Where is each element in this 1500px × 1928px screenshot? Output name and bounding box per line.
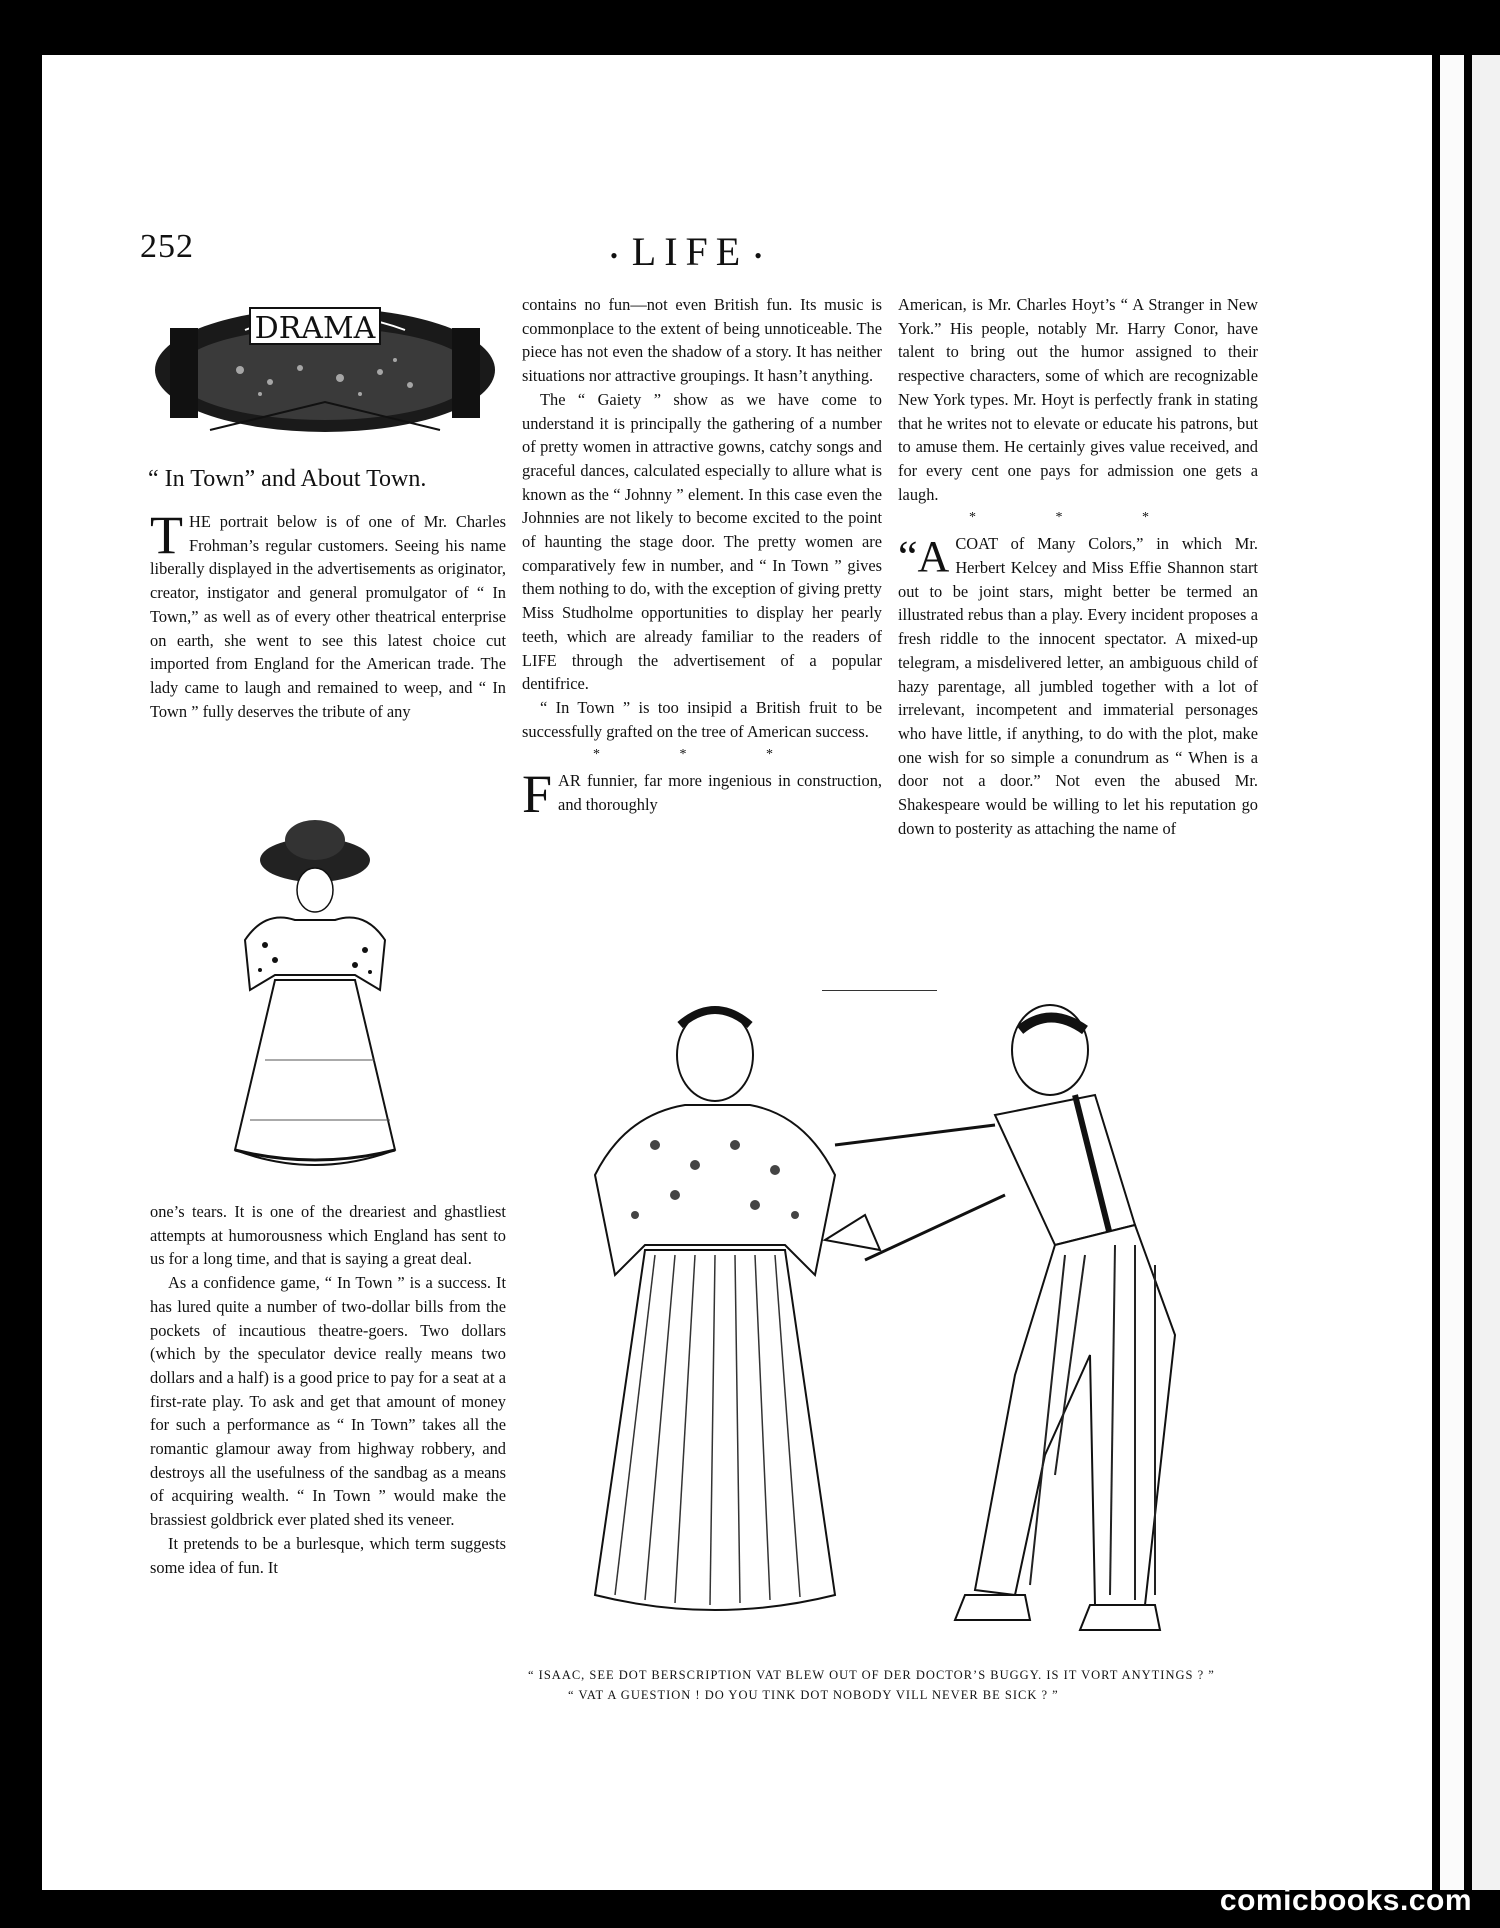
paragraph: As a confidence game, “ In Town ” is a success. It has lured quite a number of two-dollar bills from the pockets of incautious theatre-goers. Two dollars (which by the speculator device really means two dollars and a half) is a good price to pay for a seat at a first-rate play. To ask and get that amount of money for such a performance as “ In Town” takes all the romantic glamour away from highway robbery, and destroys all the usefulness of the sandbag as a means of acquiring wealth. “ In Town ” would make the brassiest goldbrick ever plated shed its veneer. <box>150 1273 506 1530</box>
drop-cap: “A <box>898 532 950 582</box>
drama-banner-label: DRAMA <box>254 311 376 346</box>
drop-cap: T <box>150 505 183 565</box>
column-rule <box>822 990 937 991</box>
paragraph: one’s tears. It is one of the dreariest and ghastliest attempts at humorousness which England has sent to us for a long time, and that is saying a great deal. <box>150 1202 506 1269</box>
section-divider-stars: * * * <box>969 510 1187 526</box>
page-number: 252 <box>140 228 194 265</box>
article-headline: “ In Town” and About Town. <box>148 466 427 492</box>
paragraph: AR funnier, far more ingenious in construction, and thoroughly <box>558 771 882 815</box>
caption-line: “ ISAAC, SEE DOT BERSCRIPTION VAT BLEW OUT OF DER DOCTOR’S BUGGY. IS IT VORT ANYTINGS ? ” <box>528 1668 1215 1682</box>
paragraph: “ In Town ” is too insipid a British fruit to be successfully grafted on the tree of American success. <box>522 697 882 741</box>
watermark: comicbooks.com <box>1219 1884 1472 1917</box>
paragraph: HE portrait below is of one of Mr. Charles Frohman’s regular customers. Seeing his name liberally displayed in the advertisements as originator, creator, instigator and general promulgator of “ In Town,” as well as of every other theatrical enterprise on earth, she went to see this latest choice cut imported from England for the American trade. The lady came to laugh and remained to weep, and “ In Town ” fully deserves the tribute of any <box>150 512 506 721</box>
masthead-title: LIFE <box>631 229 749 274</box>
drama-banner-illustration <box>150 290 500 440</box>
article-column-1-top <box>150 505 506 723</box>
paragraph: COAT of Many Colors,” in which Mr. Herbert Kelcey and Miss Effie Shannon start out to be joint stars, might better be termed an illustrated rebus than a play. Every incident proposes a fresh riddle to the innocent spectator. A mixed-up telegram, a misdelivered letter, an ambiguous child of hazy parentage, all jumbled together with a lot of irrelevant, incompetent and immaterial personages who have little, if anything, to do with the plot, make one wish for so simple a conundrum as “ When is a door not a door.” Not even the abused Mr. Shakespeare would be willing to let his reputation go down to posterity as attaching the name of <box>898 534 1258 838</box>
woman-portrait-illustration <box>205 800 455 1190</box>
paragraph: It pretends to be a burlesque, which term suggests some idea of fun. It <box>150 1533 506 1577</box>
section-divider-stars: * * * <box>593 747 811 763</box>
article-column-1-bottom <box>150 1200 506 1579</box>
cartoon-caption <box>528 1665 1218 1705</box>
caption-line: “ VAT A GUESTION ! DO YOU TINK DOT NOBODY VILL NEVER BE SICK ? ” <box>568 1688 1059 1702</box>
cartoon-illustration <box>535 995 1255 1650</box>
paragraph: contains no fun—not even British fun. Its music is commonplace to the extent of being unnoticeable. The piece has not even the shadow of a story. It has neither situations nor attractive groupings. It hasn’t anything. <box>522 295 882 386</box>
article-column-2 <box>522 293 882 825</box>
adjacent-page-edge <box>1440 55 1464 1890</box>
adjacent-page-edge <box>1472 55 1500 1890</box>
paragraph: The “ Gaiety ” show as we have come to understand it is principally the gathering of a number of pretty women in attractive gowns, catchy songs and graceful dances, calculated especially to allure what is known as the “ Johnny ” element. In this case even the Johnnies are not likely to become excited to the point of haunting the stage door. The pretty women are comparatively few in number, and “ In Town ” gives them nothing to do, with the exception of giving pretty Miss Studholme opportunities to display her pearly teeth, which are already familiar to the readers of LIFE through the advertisement of a popular dentifrice. <box>522 389 882 694</box>
paragraph: American, is Mr. Charles Hoyt’s “ A Stranger in New York.” His people, notably Mr. Harry Conor, have talent to bring out the humor assigned to their respective characters, some of which are recognizable New York types. Mr. Hoyt is perfectly frank in stating that he writes not to elevate or educate his patrons, but to amuse them. He certainly gives value received, and for every cent one pays for admission one gets a laugh. <box>898 295 1258 504</box>
article-column-3 <box>898 293 1258 840</box>
masthead: • LIFE • <box>610 229 770 274</box>
drop-cap: F <box>522 764 553 825</box>
